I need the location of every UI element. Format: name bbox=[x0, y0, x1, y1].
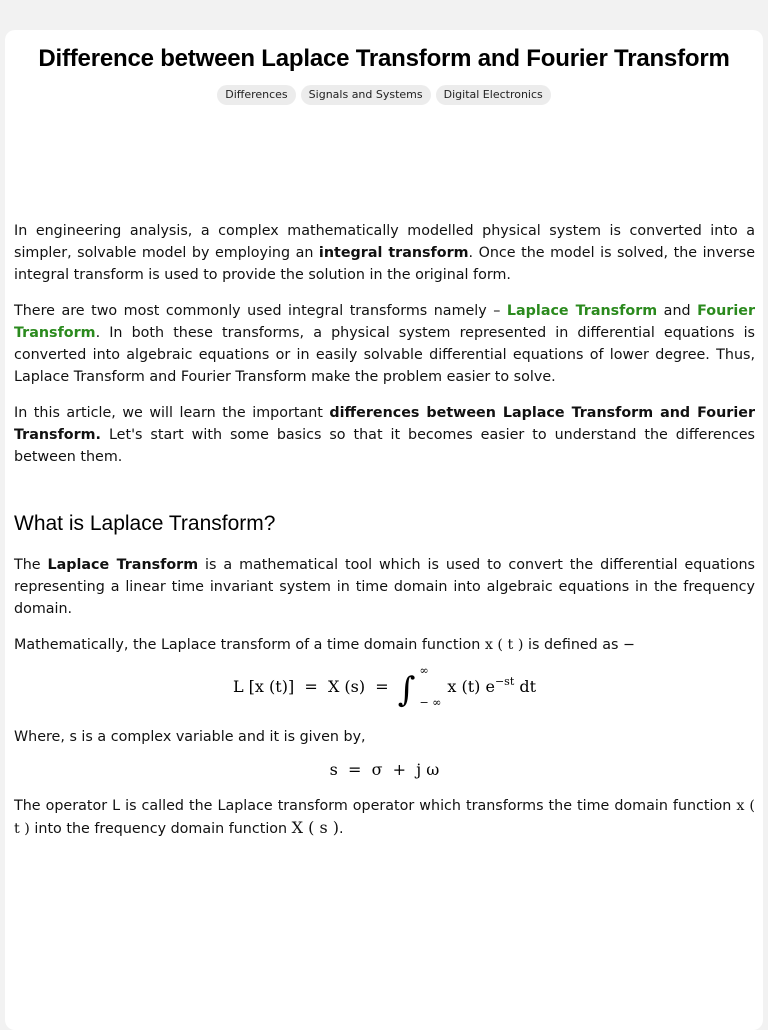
text: is defined as − bbox=[523, 637, 636, 653]
bold-text: integral transform bbox=[318, 245, 469, 261]
laplace-paragraph-4 bbox=[14, 795, 755, 840]
complex-variable-equation: s = σ + j ω bbox=[329, 760, 440, 779]
text: The bbox=[14, 557, 48, 573]
exponent: −st bbox=[494, 675, 515, 688]
laplace-transform-link[interactable]: Laplace Transform bbox=[506, 303, 658, 319]
inline-math: X ( s ) bbox=[291, 818, 339, 837]
laplace-equation bbox=[14, 663, 755, 710]
text: In this article, we will learn the important bbox=[14, 405, 330, 421]
inline-math: x ( t ) bbox=[14, 798, 755, 837]
text: is a mathematical tool which is used to convert the differential equations representing a linear time invariant system in time domain into algebraic equations in the frequency domain. bbox=[14, 557, 755, 617]
integral-lower-limit: − ∞ bbox=[419, 695, 442, 709]
text: There are two most commonly used integral transforms namely – bbox=[14, 303, 507, 319]
fourier-transform-link[interactable]: Fourier Transform bbox=[14, 303, 755, 341]
text: In engineering analysis, a complex mathematically modelled physical system is converted into a simpler, solvable model by employing an bbox=[14, 223, 755, 261]
equation-left: L [x (t)] = X (s) = bbox=[232, 677, 389, 696]
laplace-paragraph-3: Where, s is a complex variable and it is given by, bbox=[14, 729, 366, 745]
tag-digital-electronics[interactable]: Digital Electronics bbox=[436, 85, 551, 105]
laplace-paragraph-1 bbox=[14, 554, 755, 620]
equation-dt: dt bbox=[514, 677, 537, 696]
bold-text: differences between Laplace Transform and Fourier Transform. bbox=[14, 405, 755, 443]
bold-text: Laplace Transform bbox=[47, 557, 199, 573]
laplace-paragraph-2 bbox=[14, 634, 755, 656]
inline-math: x ( t ) bbox=[484, 637, 524, 653]
equation-right: x (t) e bbox=[447, 677, 495, 696]
text: The operator L is called the Laplace transform operator which transforms the time domain function bbox=[14, 798, 737, 814]
text: . bbox=[339, 821, 344, 837]
integral-symbol: ∫ bbox=[397, 670, 416, 710]
page-title: Difference between Laplace Transform and Fourier Transform bbox=[38, 45, 730, 72]
article-content bbox=[14, 220, 755, 854]
text: . Once the model is solved, the inverse integral transform is used to provide the solution in the original form. bbox=[14, 245, 755, 283]
text: Let's start with some basics so that it becomes easier to understand the differences between them. bbox=[14, 427, 755, 465]
integral-upper-limit: ∞ bbox=[419, 663, 429, 677]
text: and bbox=[657, 303, 698, 319]
text: into the frequency domain function bbox=[29, 821, 292, 837]
tag-differences[interactable]: Differences bbox=[217, 85, 295, 105]
tag-signals-and-systems[interactable]: Signals and Systems bbox=[301, 85, 431, 105]
tag-list bbox=[0, 85, 768, 105]
text: . In both these transforms, a physical system represented in differential equations is converted into algebraic equations or in easily solvable differential equations of lower degree. Thus, Laplace Transform and Fourier Transform make the problem easier to solve. bbox=[14, 325, 755, 385]
intro-paragraph-1 bbox=[14, 220, 755, 286]
section-heading: What is Laplace Transform? bbox=[14, 512, 276, 535]
text: Mathematically, the Laplace transform of a time domain function bbox=[14, 637, 485, 653]
intro-paragraph-3 bbox=[14, 402, 755, 468]
intro-paragraph-2 bbox=[14, 300, 755, 388]
